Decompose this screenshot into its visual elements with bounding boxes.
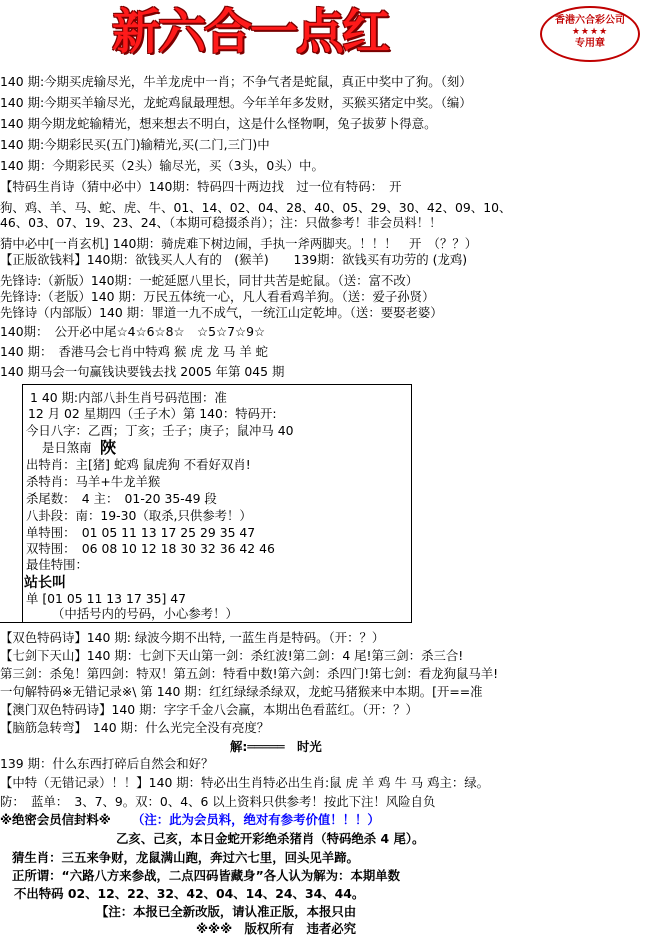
box-overlay-glyph: 陜 xyxy=(100,438,117,457)
text-line: 先锋诗（内部版）140 期：罪道一九不成气，一统江山定乾坤。（送：要娶老婆） xyxy=(0,305,443,320)
text-line: 【澳门双色特码诗】140 期：字字千金八会赢，本期出色看蓝红。（开：？） xyxy=(0,702,418,717)
stamp-stars: ★★★★ xyxy=(571,27,609,37)
text-line: 一句解特码※无错记录※\ 第 140 期：红红绿绿杀绿双，龙蛇马猪猴来中本期。[开==准 xyxy=(0,684,483,699)
text-line: 140 期马会一句赢钱诀要钱去找 2005 年第 045 期 xyxy=(0,364,285,379)
text-line: 狗、鸡、羊、马、蛇、虎、牛、01、14、02、04、28、40、05、29、30、42、09、10、 xyxy=(0,200,512,215)
member-title: ※绝密会员信封料※ xyxy=(0,812,111,827)
text-line: 46、03、07、19、23、24、（本期可稳掇杀肖）；注：只做参考！非会员料！！ xyxy=(0,215,442,230)
text-line: 猜中必中[一肖玄机] 140期：骑虎难下树边闹，手执一斧两脚夹。！！！ 开 （？？） xyxy=(0,236,478,251)
box-line: 双特围： 06 08 10 12 18 30 32 36 42 46 xyxy=(26,541,275,556)
box-line: 出特肖：主[猪] 蛇鸡 鼠虎狗 不看好双肖! xyxy=(26,457,251,472)
box-line: （中括号内的号码，小心参考！） xyxy=(52,606,238,621)
text-line: 【正版欲钱料】140期：欲钱买人人有的 (猴羊) 139期：欲钱买有功劳的 (龙鸡) xyxy=(0,252,468,267)
copyright-line: ※※※ 版权所有 违者必究 xyxy=(196,921,357,936)
text-line: 140 期：今期彩民买（2头）输尽光，买（3头，0头）中。 xyxy=(0,158,324,173)
text-line: 140 期:今期彩民买(五门)输精光,买(二门,三门)中 xyxy=(0,137,270,152)
page-title: 新六合一点红 xyxy=(112,4,389,60)
member-line: 猜生肖：三五来争财，龙鼠满山跑，奔过六七里，回头见羊蹄。 xyxy=(12,850,359,865)
box-line: 单特围： 01 05 11 13 17 25 29 35 47 xyxy=(26,525,256,540)
text-line: 先锋诗:（新版）140期：一蛇延愿八里长，同甘共苦是蛇鼠。（送：富不改） xyxy=(0,273,419,288)
text-line: 【脑筋急转弯】 140 期：什么光完全没有亮度？ xyxy=(0,720,270,735)
box-line: 站长叫 xyxy=(24,575,66,591)
text-line: 先锋诗:（老版）140 期：万民五体统一心，凡人看看鸡羊狗。（送：爱子孙贤） xyxy=(0,289,435,304)
text-line: 【特码生肖诗（猜中必中）140期：特码四十两边找 过一位有特码： 开 xyxy=(0,179,402,194)
text-line: 140 期今期龙蛇输精光，想来想去不明白，这是什么怪物啊，兔子拔萝卜得意。 xyxy=(0,116,437,131)
text-line: 【七剑下天山】140 期：七剑下天山第一剑：杀红波!第二剑：4 尾!第三剑：杀三合! xyxy=(0,648,464,663)
box-line: 单 [01 05 11 13 17 35] 47 xyxy=(26,591,186,606)
stamp-line1: 香港六合彩公司 xyxy=(555,15,625,26)
company-stamp xyxy=(540,6,640,62)
member-line: 正所谓：“六路八方来参战，二点四码皆藏身”各人认为解为：本期单数 xyxy=(12,868,401,883)
text-line: 140 期： 香港马会七肖中特鸡 猴 虎 龙 马 羊 蛇 xyxy=(0,344,269,359)
box-line: 杀尾数： 4 主： 01-20 35-49 段 xyxy=(26,491,217,506)
member-line: 不出特码 02、12、22、32、42、04、14、24、34、44。 xyxy=(14,886,365,901)
member-line: 【注：本报已全新改版，请认准正版，本报只由 xyxy=(96,904,357,919)
text-line: 【双色特码诗】140 期: 绿波今期不出特, 一蓝生肖是特码。（开：？） xyxy=(0,630,385,645)
member-note: （注：此为会员料，绝对有参考价值！！！） xyxy=(132,812,380,827)
member-line: 乙亥、己亥，本日金蛇开彩绝杀猪肖（特码绝杀 4 尾）。 xyxy=(116,831,425,846)
riddle-answer: 解:═════ 时光 xyxy=(230,739,322,754)
text-line: 139 期：什么东西打碎后自然会和好？ xyxy=(0,756,214,771)
box-line: 杀特肖：马羊+牛龙羊猴 xyxy=(26,474,161,489)
box-line: 八卦段：南：19-30（取杀,只供参考！） xyxy=(26,508,252,523)
text-line: 140期： 公开必中尾☆4☆6☆8☆ ☆5☆7☆9☆ xyxy=(0,324,266,339)
box-line: 是日煞南 xyxy=(42,440,92,455)
text-line: 140 期:今期买羊输尽光，龙蛇鸡鼠最理想。今年羊年多发财，买猴买猪定中奖。（编） xyxy=(0,95,472,110)
box-line: 最佳特围： xyxy=(26,557,88,572)
text-line: 【中特（无错记录）！！】140 期：特必出生肖特必出生肖:鼠 虎 羊 鸡 牛 马 鸡主：绿。 xyxy=(0,775,490,790)
box-line: 今日八字：乙酉；丁亥；壬子；庚子；鼠冲马 40 xyxy=(26,423,294,438)
text-line: 第三剑：杀兔！第四剑：特双！第五剑：特看中数!第六剑：杀四门!第七剑：看龙狗鼠马羊! xyxy=(0,666,499,681)
box-line: 1 40 期:内部八卦生肖号码范围：准 xyxy=(30,390,227,405)
box-bottom-rule xyxy=(0,622,412,623)
text-line: 140 期:今期买虎输尽光，牛羊龙虎中一肖；不争气者是蛇鼠，真正中奖中了狗。（刻） xyxy=(0,74,472,89)
box-line: 12 月 02 星期四（壬子木）第 140：特码开: xyxy=(28,406,277,421)
text-line: 防： 蓝单： 3、7、9。双：0、4、6 以上资料只供参考！按此下注！风险自负 xyxy=(0,794,436,809)
stamp-line2: 专用章 xyxy=(575,38,605,49)
